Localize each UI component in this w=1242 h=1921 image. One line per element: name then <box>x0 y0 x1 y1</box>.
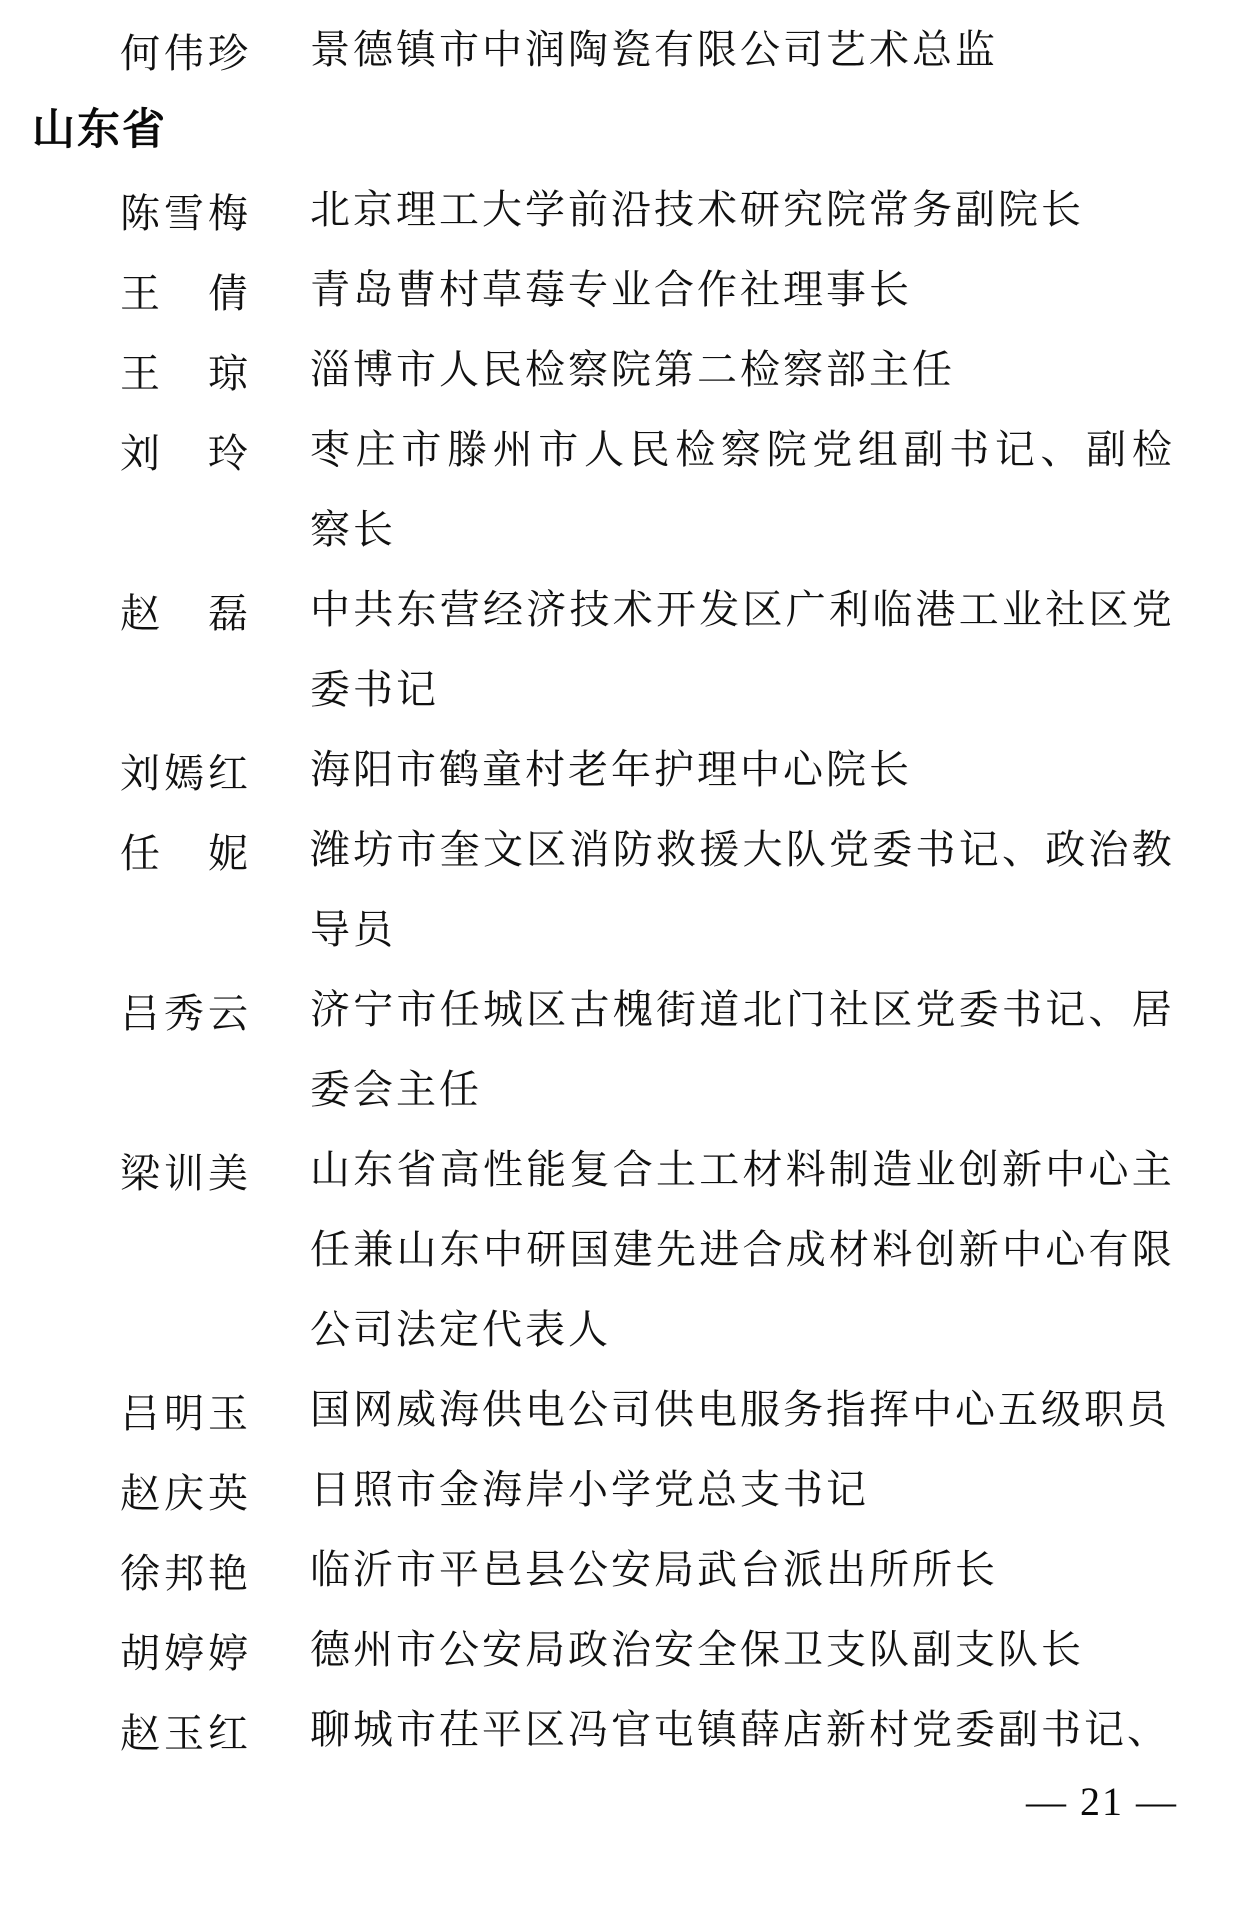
character: 市 <box>538 427 579 472</box>
honoree-title <box>310 730 1172 810</box>
honoree-name <box>120 330 248 410</box>
honoree-title <box>310 970 1172 1130</box>
character: 治 <box>1088 827 1129 872</box>
honoree-name <box>120 170 248 250</box>
title-line: 淄博市人民检察院第二检察部主任 <box>310 347 955 392</box>
character: 研 <box>526 1227 567 1272</box>
character: 党 <box>915 987 956 1032</box>
honoree-title <box>310 330 1172 410</box>
character: 业 <box>915 1147 956 1192</box>
character: 州 <box>492 427 533 472</box>
character: 新 <box>1002 1147 1042 1192</box>
honoree-title <box>310 170 1172 250</box>
character: 区 <box>742 587 783 632</box>
character: 教 <box>1131 827 1172 872</box>
title-line: 临沂市平邑县公安局武台派出所所长 <box>310 1547 998 1592</box>
character: 玉 <box>164 1710 204 1756</box>
character: 宁 <box>353 987 394 1032</box>
honoree-row <box>0 1130 1242 1370</box>
character: 心 <box>1088 1147 1129 1192</box>
character: 党 <box>829 827 869 872</box>
character: 书 <box>1002 987 1042 1032</box>
character: 任 <box>439 987 480 1032</box>
character: 潍 <box>310 827 350 872</box>
character: 大 <box>742 827 783 872</box>
character: 梁 <box>120 1150 160 1196</box>
character: 东 <box>396 587 437 632</box>
character: 国 <box>569 1227 610 1272</box>
character: 术 <box>612 587 653 632</box>
honoree-title <box>310 1370 1172 1450</box>
character: 经 <box>483 587 523 632</box>
character: 高 <box>439 1147 480 1192</box>
title-line <box>310 570 1172 650</box>
honoree-name <box>120 570 248 650</box>
character: 区 <box>872 987 913 1032</box>
character: 庄 <box>355 427 396 472</box>
character: 街 <box>656 987 696 1032</box>
character: 王 <box>120 270 160 316</box>
character: 玲 <box>208 430 248 476</box>
character: 嫣 <box>164 750 204 796</box>
character: 业 <box>1002 587 1042 632</box>
character: 限 <box>1131 1227 1172 1272</box>
title-line <box>310 810 1172 890</box>
character: 利 <box>829 587 869 632</box>
character: 中 <box>1002 1227 1042 1272</box>
character: 院 <box>766 427 807 472</box>
character: 料 <box>872 1227 913 1272</box>
character: 材 <box>829 1227 869 1272</box>
honoree-name <box>120 1450 248 1530</box>
title-line: 察长 <box>310 507 396 552</box>
character: 心 <box>1045 1227 1086 1272</box>
character: 合 <box>742 1227 783 1272</box>
title-line: 景德镇市中润陶瓷有限公司艺术总监 <box>310 27 998 72</box>
character: 玉 <box>208 1390 248 1436</box>
character: 、 <box>1002 827 1042 872</box>
character: 陈 <box>120 190 160 236</box>
character: 区 <box>526 827 567 872</box>
honoree-title <box>310 410 1172 570</box>
character: 合 <box>612 1147 653 1192</box>
character: 复 <box>569 1147 610 1192</box>
character: 组 <box>857 427 898 472</box>
character: 东 <box>353 1147 394 1192</box>
character: 滕 <box>446 427 487 472</box>
character: 土 <box>656 1147 696 1192</box>
character: 工 <box>699 1147 740 1192</box>
character: 中 <box>483 1227 523 1272</box>
honoree-name <box>120 970 248 1050</box>
character: 人 <box>583 427 624 472</box>
title-line: 日照市金海岸小学党总支书记 <box>310 1467 869 1512</box>
honoree-title <box>310 250 1172 330</box>
title-line <box>310 1210 1172 1290</box>
character: 消 <box>569 827 610 872</box>
character: 红 <box>208 1710 248 1756</box>
honoree-title <box>310 1690 1172 1770</box>
character: 副 <box>1086 427 1127 472</box>
honoree-name <box>120 1610 248 1690</box>
character: 察 <box>720 427 761 472</box>
character: 社 <box>1045 587 1086 632</box>
title-line: 聊城市茌平区冯官屯镇薛店新村党委副书记、 <box>310 1707 1170 1752</box>
character: 委 <box>872 827 913 872</box>
character: 妮 <box>208 830 248 876</box>
title-line <box>310 1130 1172 1210</box>
character: 造 <box>872 1147 913 1192</box>
character: 古 <box>569 987 610 1032</box>
honoree-title <box>310 1130 1172 1370</box>
honoree-name <box>120 730 248 810</box>
character: 广 <box>785 587 826 632</box>
character: 先 <box>656 1227 696 1272</box>
character: 记 <box>958 827 999 872</box>
character: 救 <box>656 827 696 872</box>
honoree-name <box>120 1370 248 1450</box>
character: 雪 <box>164 190 204 236</box>
character: 检 <box>675 427 716 472</box>
character: 工 <box>958 587 999 632</box>
character: 市 <box>401 427 442 472</box>
title-line: 青岛曹村草莓专业合作社理事长 <box>310 267 912 312</box>
character: 共 <box>353 587 394 632</box>
character: 记 <box>1045 987 1086 1032</box>
honoree-row <box>0 330 1242 410</box>
character: 区 <box>526 987 567 1032</box>
honoree-row <box>0 1530 1242 1610</box>
character: 创 <box>915 1227 956 1272</box>
character: 赵 <box>120 1710 160 1756</box>
character: 济 <box>526 587 567 632</box>
title-line: 导员 <box>310 907 396 952</box>
title-line: 德州市公安局政治安全保卫支队副支队长 <box>310 1627 1084 1672</box>
character: 队 <box>785 827 826 872</box>
character: 赵 <box>120 1470 160 1516</box>
honoree-row <box>0 1690 1242 1770</box>
character: 秀 <box>164 990 204 1036</box>
character: 婷 <box>164 1630 204 1676</box>
character: 性 <box>483 1147 523 1192</box>
character: 明 <box>164 1390 204 1436</box>
honoree-list <box>0 10 1242 1770</box>
character: 建 <box>612 1227 653 1272</box>
honoree-title <box>310 1530 1172 1610</box>
character: 兼 <box>353 1227 394 1272</box>
honoree-row <box>0 730 1242 810</box>
character: 副 <box>903 427 944 472</box>
honoree-row <box>0 170 1242 250</box>
character: 任 <box>120 830 160 876</box>
title-line: 公司法定代表人 <box>310 1307 611 1352</box>
character: 济 <box>310 987 350 1032</box>
honoree-title <box>310 810 1172 970</box>
character: 邦 <box>164 1550 204 1596</box>
character: 吕 <box>120 1390 160 1436</box>
honoree-title <box>310 570 1172 730</box>
character: 梅 <box>208 190 248 236</box>
character: 区 <box>1088 587 1129 632</box>
character: 道 <box>699 987 740 1032</box>
character: 委 <box>958 987 999 1032</box>
character: 坊 <box>353 827 394 872</box>
character: 徐 <box>120 1550 160 1596</box>
title-line: 委书记 <box>310 667 439 712</box>
character: 枣 <box>310 427 350 472</box>
character: 民 <box>629 427 670 472</box>
character: 发 <box>699 587 740 632</box>
character: 任 <box>310 1227 350 1272</box>
character: 婷 <box>208 1630 248 1676</box>
character: 书 <box>949 427 990 472</box>
honoree-row <box>0 570 1242 730</box>
character: 胡 <box>120 1630 160 1676</box>
character: 中 <box>310 587 350 632</box>
character: 市 <box>396 987 437 1032</box>
honoree-row <box>0 1370 1242 1450</box>
character: 奎 <box>439 827 480 872</box>
character: 新 <box>958 1227 999 1272</box>
character: 、 <box>1088 987 1129 1032</box>
character: 伟 <box>164 30 204 76</box>
honoree-row <box>0 1450 1242 1530</box>
honoree-name <box>120 410 248 490</box>
character: 创 <box>958 1147 999 1192</box>
honoree-title <box>310 1450 1172 1530</box>
character: 居 <box>1131 987 1172 1032</box>
honoree-name <box>120 1690 248 1770</box>
character: 党 <box>1131 587 1172 632</box>
character: 云 <box>208 990 248 1036</box>
character: 政 <box>1045 827 1086 872</box>
honoree-row <box>0 1610 1242 1690</box>
character: 吕 <box>120 990 160 1036</box>
character: 文 <box>483 827 523 872</box>
character: 磊 <box>208 590 248 636</box>
character: 英 <box>208 1470 248 1516</box>
honoree-row <box>0 10 1242 90</box>
character: 技 <box>569 587 610 632</box>
character: 社 <box>829 987 869 1032</box>
honoree-row <box>0 250 1242 330</box>
character: 能 <box>526 1147 567 1192</box>
character: 有 <box>1088 1227 1129 1272</box>
character: 山 <box>396 1227 437 1272</box>
character: 城 <box>483 987 523 1032</box>
character: 市 <box>396 827 437 872</box>
character: 庆 <box>164 1470 204 1516</box>
character: 、 <box>1040 427 1081 472</box>
character: 港 <box>915 587 956 632</box>
page-number: — 21 — <box>1026 1779 1178 1824</box>
character: 省 <box>396 1147 437 1192</box>
honoree-name <box>120 1130 248 1210</box>
character: 东 <box>439 1227 480 1272</box>
character: 成 <box>785 1227 826 1272</box>
character: 开 <box>656 587 696 632</box>
title-line <box>310 410 1172 490</box>
character: 槐 <box>612 987 653 1032</box>
honoree-row <box>0 810 1242 970</box>
character: 营 <box>439 587 480 632</box>
province-header: 山东省 <box>32 106 167 154</box>
character: 检 <box>1131 427 1172 472</box>
character: 艳 <box>208 1550 248 1596</box>
character: 王 <box>120 350 160 396</box>
character: 料 <box>785 1147 826 1192</box>
honoree-row <box>0 970 1242 1130</box>
character: 进 <box>699 1227 740 1272</box>
character: 援 <box>699 827 740 872</box>
honoree-name <box>120 1530 248 1610</box>
character: 琼 <box>208 350 248 396</box>
character: 北 <box>742 987 783 1032</box>
character: 党 <box>812 427 853 472</box>
character: 门 <box>785 987 826 1032</box>
title-line <box>310 970 1172 1050</box>
character: 何 <box>120 30 160 76</box>
title-line: 国网威海供电公司供电服务指挥中心五级职员 <box>310 1387 1170 1432</box>
character: 美 <box>208 1150 248 1196</box>
character: 主 <box>1131 1147 1172 1192</box>
title-line: 海阳市鹤童村老年护理中心院长 <box>310 747 912 792</box>
honoree-title <box>310 1610 1172 1690</box>
character: 珍 <box>208 30 248 76</box>
honoree-title <box>310 10 1172 90</box>
character: 临 <box>872 587 913 632</box>
title-line: 委会主任 <box>310 1067 482 1112</box>
honoree-name <box>120 10 248 90</box>
character: 刘 <box>120 430 160 476</box>
character: 山 <box>310 1147 350 1192</box>
character: 红 <box>208 750 248 796</box>
title-line: 北京理工大学前沿技术研究院常务副院长 <box>310 187 1084 232</box>
character: 赵 <box>120 590 160 636</box>
character: 书 <box>915 827 956 872</box>
character: 材 <box>742 1147 783 1192</box>
character: 中 <box>1045 1147 1086 1192</box>
honoree-name <box>120 810 248 890</box>
character: 制 <box>829 1147 869 1192</box>
honoree-name <box>120 250 248 330</box>
character: 记 <box>994 427 1035 472</box>
character: 刘 <box>120 750 160 796</box>
character: 训 <box>164 1150 204 1196</box>
character: 防 <box>612 827 653 872</box>
honoree-row <box>0 410 1242 570</box>
character: 倩 <box>208 270 248 316</box>
